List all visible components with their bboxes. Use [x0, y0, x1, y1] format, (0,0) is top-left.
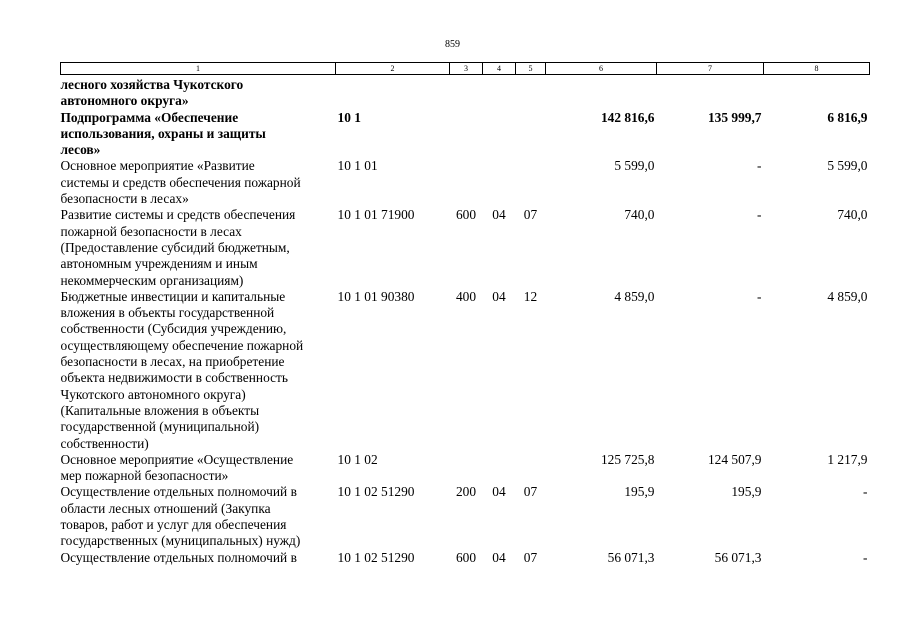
row-code: 10 1 01 [337, 158, 378, 174]
table-body [61, 75, 870, 566]
row-expense-type [450, 110, 483, 159]
row-amount-b: - [863, 549, 868, 565]
column-number: 1 [61, 63, 336, 75]
row-name: Основное мероприятие «Развитие системы и средств обеспечения пожарной безопасности в лесах» [60, 158, 301, 207]
row-section: 04 [492, 549, 506, 565]
row-code: 10 1 02 51290 [337, 549, 415, 565]
table-row [61, 75, 870, 110]
row-subsection: 12 [523, 288, 538, 304]
row-name: лесного хозяйства Чукотского автономного округа» [60, 77, 244, 109]
table-row [61, 550, 870, 566]
row-total [546, 75, 657, 110]
row-total: 5 599,0 [614, 158, 655, 174]
row-amount-a: 56 071,3 [714, 549, 762, 565]
column-number: 2 [336, 63, 450, 75]
row-section [483, 75, 516, 110]
row-section [483, 110, 516, 159]
row-amount-a [657, 75, 764, 110]
row-name: Подпрограмма «Обеспечение использования, охраны и защиты лесов» [60, 109, 266, 158]
row-code: 10 1 01 71900 [337, 207, 415, 223]
table-row [61, 289, 870, 452]
row-amount-b: 5 599,0 [827, 158, 868, 174]
row-amount-b: 4 859,0 [827, 288, 868, 304]
row-expense-type: 600 [455, 207, 477, 223]
row-name: Бюджетные инвестиции и капитальные вложения в объекты государственной собственности (Субсидия учреждению, осуществляющему обеспечение пожарной безопасности в лесах, на приобретение объекта недвижимости в собственность Чукотского автономного округа) (Капитальные вложения в объекты государственной (муниципальной) собственности) [60, 288, 304, 451]
row-section [483, 158, 516, 207]
row-total: 56 071,3 [607, 549, 655, 565]
row-total: 740,0 [624, 207, 655, 223]
row-expense-type [450, 452, 483, 485]
row-amount-a: 135 999,7 [707, 109, 762, 125]
column-number-row [61, 63, 870, 75]
row-name: Основное мероприятие «Осуществление мер пожарной безопасности» [60, 451, 294, 484]
row-amount-a: 195,9 [731, 484, 762, 500]
row-total: 142 816,6 [600, 109, 655, 125]
row-subsection: 07 [523, 549, 538, 565]
budget-table [60, 62, 870, 566]
table-row [61, 452, 870, 485]
row-amount-b: 1 217,9 [827, 451, 868, 467]
column-number: 5 [516, 63, 546, 75]
column-number: 3 [450, 63, 483, 75]
row-expense-type: 600 [455, 549, 477, 565]
row-subsection [516, 158, 546, 207]
row-subsection: 07 [523, 484, 538, 500]
row-amount-a: - [757, 158, 762, 174]
row-code: 10 1 [337, 109, 361, 125]
row-amount-b: 740,0 [837, 207, 868, 223]
row-total: 195,9 [624, 484, 655, 500]
row-amount-b [764, 75, 870, 110]
table-header [61, 63, 870, 75]
row-code [336, 75, 450, 110]
row-section: 04 [492, 484, 506, 500]
column-number: 8 [764, 63, 870, 75]
row-section: 04 [492, 288, 506, 304]
row-total: 125 725,8 [600, 451, 655, 467]
column-number: 6 [546, 63, 657, 75]
row-expense-type [450, 75, 483, 110]
row-subsection: 07 [523, 207, 538, 223]
row-code: 10 1 02 51290 [337, 484, 415, 500]
row-name: Осуществление отдельных полномочий в области лесных отношений (Закупка товаров, работ и услуг для обеспечения государственных (муниципальных) нужд) [60, 484, 301, 549]
row-amount-b: - [863, 484, 868, 500]
row-name: Осуществление отдельных полномочий в [60, 549, 297, 565]
row-expense-type [450, 158, 483, 207]
table-row [61, 484, 870, 549]
column-number: 7 [657, 63, 764, 75]
row-subsection [516, 110, 546, 159]
row-code: 10 1 02 [337, 451, 378, 467]
row-expense-type: 200 [455, 484, 477, 500]
row-expense-type: 400 [455, 288, 477, 304]
row-amount-b: 6 816,9 [827, 109, 868, 125]
row-code: 10 1 01 90380 [337, 288, 415, 304]
row-amount-a: - [757, 207, 762, 223]
row-amount-a: 124 507,9 [707, 451, 762, 467]
table-row [61, 110, 870, 159]
column-number: 4 [483, 63, 516, 75]
table-row [61, 207, 870, 288]
row-subsection [516, 452, 546, 485]
row-total: 4 859,0 [614, 288, 655, 304]
page-number: 859 [445, 39, 460, 50]
table-row [61, 158, 870, 207]
row-name: Развитие системы и средств обеспечения пожарной безопасности в лесах (Предоставление субсидий бюджетным, автономным учреждениям и иным некоммерческим организациям) [60, 207, 296, 288]
row-amount-a: - [757, 288, 762, 304]
row-section [483, 452, 516, 485]
row-section: 04 [492, 207, 506, 223]
row-subsection [516, 75, 546, 110]
